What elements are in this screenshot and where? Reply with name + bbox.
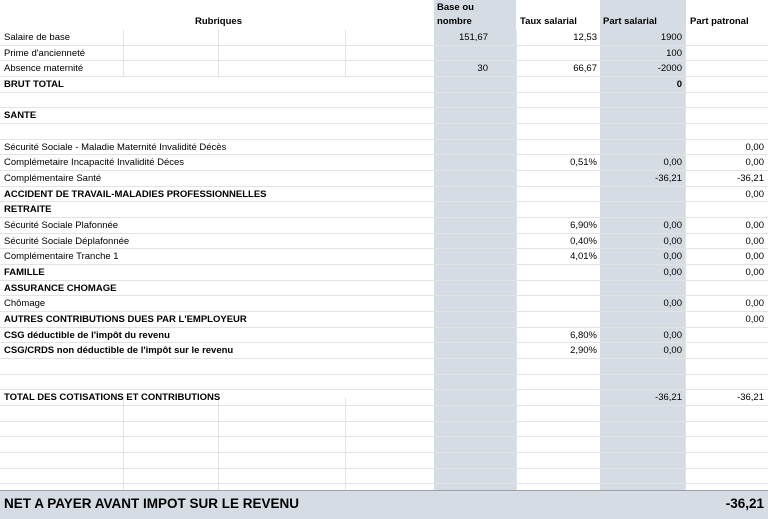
cell-base xyxy=(434,171,488,186)
cell-part-salarial xyxy=(600,469,682,484)
row-label: CSG/CRDS non déductible de l'impôt sur le revenu xyxy=(4,345,234,357)
cell-part-salarial xyxy=(600,140,682,155)
header-rubriques: Rubriques xyxy=(195,16,242,27)
cell-part-patronal: 0,00 xyxy=(745,235,764,247)
row-label: Complémentaire Santé xyxy=(4,173,102,185)
net-total-bar xyxy=(0,490,768,519)
cell-base xyxy=(434,46,488,61)
cell-base xyxy=(434,108,488,123)
cell-part-salarial xyxy=(600,108,682,123)
table-row xyxy=(0,343,768,359)
cell-part-patronal xyxy=(686,422,764,437)
table-row xyxy=(0,390,768,406)
cell-part-patronal: 0,00 xyxy=(745,251,764,263)
cell-part-salarial xyxy=(600,187,682,202)
cell-base: 151,67 xyxy=(458,32,488,43)
table-row xyxy=(0,140,768,156)
row-label: FAMILLE xyxy=(4,267,45,279)
table-row xyxy=(0,202,768,218)
table-row xyxy=(0,234,768,250)
table-row xyxy=(0,296,768,312)
table-row xyxy=(0,437,768,453)
cell-part-salarial: 0,00 xyxy=(663,251,682,263)
cell-base xyxy=(434,469,488,484)
table-row xyxy=(0,77,768,93)
cell-base xyxy=(434,77,488,92)
cell-part-patronal xyxy=(686,359,764,374)
cell-part-salarial: 0,00 xyxy=(663,298,682,310)
cell-base xyxy=(434,406,488,421)
table-row xyxy=(0,108,768,124)
cell-part-patronal: 0,00 xyxy=(745,267,764,279)
cell-taux-salarial xyxy=(516,422,597,437)
cell-base xyxy=(434,312,488,327)
cell-part-salarial: 100 xyxy=(666,47,682,59)
net-total-value: -36,21 xyxy=(725,496,764,511)
cell-part-patronal xyxy=(686,30,764,45)
cell-part-patronal xyxy=(686,437,764,452)
cell-taux-salarial xyxy=(516,390,597,405)
cell-taux-salarial: 0,51% xyxy=(570,157,597,169)
table-row xyxy=(0,453,768,469)
table-row xyxy=(0,187,768,203)
header-base-line2: nombre xyxy=(437,16,472,27)
cell-taux-salarial xyxy=(516,281,597,296)
table-row xyxy=(0,469,768,485)
table-row xyxy=(0,218,768,234)
row-label: BRUT TOTAL xyxy=(4,79,64,90)
cell-taux-salarial xyxy=(516,469,597,484)
table-row xyxy=(0,124,768,140)
cell-taux-salarial: 66,67 xyxy=(573,63,597,75)
cell-base xyxy=(434,234,488,249)
cell-base xyxy=(434,296,488,311)
cell-part-patronal xyxy=(686,453,764,468)
cell-part-patronal: 0,00 xyxy=(745,314,764,326)
table-row xyxy=(0,46,768,62)
table-row xyxy=(0,281,768,297)
cell-part-salarial xyxy=(600,202,682,217)
row-label: TOTAL DES COTISATIONS ET CONTRIBUTIONS xyxy=(4,392,221,404)
cell-taux-salarial xyxy=(516,312,597,327)
cell-base xyxy=(434,328,488,343)
cell-taux-salarial: 6,90% xyxy=(570,220,597,232)
table-row xyxy=(0,328,768,344)
row-label: ACCIDENT DE TRAVAIL-MALADIES PROFESSIONNELLES xyxy=(4,188,267,200)
cell-part-patronal xyxy=(686,375,764,390)
row-label: Sécurité Sociale Déplafonnée xyxy=(4,235,130,247)
cell-base: 30 xyxy=(477,63,488,75)
cell-part-patronal xyxy=(686,202,764,217)
row-label: Sécurité Sociale Plafonnée xyxy=(4,220,119,232)
cell-part-salarial: -36,21 xyxy=(655,173,682,185)
cell-taux-salarial xyxy=(516,296,597,311)
cell-taux-salarial xyxy=(516,171,597,186)
cell-part-salarial xyxy=(600,312,682,327)
header-taux-salarial: Taux salarial xyxy=(520,16,577,27)
header-part-salarial: Part salarial xyxy=(603,16,657,27)
cell-part-patronal: 0,00 xyxy=(745,220,764,232)
cell-taux-salarial xyxy=(516,453,597,468)
cell-part-salarial xyxy=(600,375,682,390)
cell-taux-salarial xyxy=(516,140,597,155)
row-label: AUTRES CONTRIBUTIONS DUES PAR L'EMPLOYEUR xyxy=(4,314,247,326)
table-row xyxy=(0,61,768,77)
net-total-label: NET A PAYER AVANT IMPOT SUR LE REVENU xyxy=(4,496,300,511)
cell-part-salarial xyxy=(600,422,682,437)
cell-taux-salarial xyxy=(516,108,597,123)
cell-base xyxy=(434,249,488,264)
cell-part-salarial xyxy=(600,406,682,421)
cell-base xyxy=(434,359,488,374)
cell-base xyxy=(434,218,488,233)
table-row xyxy=(0,406,768,422)
cell-part-salarial: -36,21 xyxy=(655,392,682,404)
cell-part-patronal xyxy=(686,93,764,108)
row-label: CSG déductible de l'impôt du revenu xyxy=(4,329,170,341)
cell-part-patronal xyxy=(686,406,764,421)
cell-taux-salarial: 12,53 xyxy=(573,32,597,43)
cell-part-salarial: 0,00 xyxy=(663,157,682,169)
cell-base xyxy=(434,422,488,437)
cell-base xyxy=(434,140,488,155)
row-label: ASSURANCE CHOMAGE xyxy=(4,282,117,294)
cell-part-patronal: -36,21 xyxy=(737,173,764,185)
cell-part-patronal xyxy=(686,46,764,61)
cell-taux-salarial xyxy=(516,437,597,452)
cell-part-patronal xyxy=(686,469,764,484)
table-row xyxy=(0,249,768,265)
row-label: Complémetaire Incapacité Invalidité Déces xyxy=(4,157,185,169)
table-row xyxy=(0,422,768,438)
cell-part-patronal xyxy=(686,77,764,92)
cell-taux-salarial xyxy=(516,265,597,280)
cell-taux-salarial: 4,01% xyxy=(570,251,597,263)
cell-taux-salarial xyxy=(516,359,597,374)
table-row xyxy=(0,312,768,328)
cell-base xyxy=(434,265,488,280)
cell-taux-salarial: 6,80% xyxy=(570,329,597,341)
cell-taux-salarial xyxy=(516,93,597,108)
cell-base xyxy=(434,375,488,390)
cell-part-salarial: 0,00 xyxy=(663,329,682,341)
cell-part-salarial: 0,00 xyxy=(663,220,682,232)
row-label: Prime d'ancienneté xyxy=(4,47,86,59)
cell-base xyxy=(434,437,488,452)
header-part-patronal: Part patronal xyxy=(690,16,749,27)
row-label: Absence maternité xyxy=(4,63,84,75)
cell-base xyxy=(434,93,488,108)
cell-taux-salarial xyxy=(516,46,597,61)
row-label: Complémentaire Tranche 1 xyxy=(4,251,119,263)
row-label: Salaire de base xyxy=(4,32,71,43)
cell-part-salarial: 0,00 xyxy=(663,267,682,279)
cell-part-patronal xyxy=(686,281,764,296)
row-label: RETRAITE xyxy=(4,204,52,216)
cell-part-salarial xyxy=(600,437,682,452)
cell-part-salarial xyxy=(600,453,682,468)
table-row xyxy=(0,30,768,46)
table-row xyxy=(0,93,768,109)
cell-taux-salarial: 0,40% xyxy=(570,235,597,247)
row-label: Sécurité Sociale - Maladie Maternité Invalidité Décès xyxy=(4,141,227,153)
cell-base xyxy=(434,187,488,202)
cell-base xyxy=(434,202,488,217)
cell-part-patronal: 0,00 xyxy=(745,298,764,310)
cell-part-patronal xyxy=(686,124,764,139)
cell-taux-salarial xyxy=(516,375,597,390)
cell-base xyxy=(434,453,488,468)
cell-base xyxy=(434,124,488,139)
cell-part-salarial: 0 xyxy=(676,79,682,90)
cell-taux-salarial xyxy=(516,202,597,217)
row-label: SANTE xyxy=(4,110,37,122)
cell-part-patronal: 0,00 xyxy=(745,157,764,169)
table-header xyxy=(0,0,768,30)
cell-part-salarial xyxy=(600,124,682,139)
cell-taux-salarial xyxy=(516,406,597,421)
cell-part-salarial: 1900 xyxy=(660,32,682,43)
header-base-line1: Base ou xyxy=(437,2,474,13)
table-row xyxy=(0,375,768,391)
cell-base xyxy=(434,343,488,358)
row-label: Chômage xyxy=(4,298,46,310)
cell-part-patronal xyxy=(686,108,764,123)
cell-part-patronal: 0,00 xyxy=(745,188,764,200)
cell-part-salarial: 0,00 xyxy=(663,235,682,247)
cell-part-salarial xyxy=(600,359,682,374)
table-row xyxy=(0,155,768,171)
cell-part-salarial xyxy=(600,281,682,296)
cell-part-salarial: -2000 xyxy=(657,63,682,75)
cell-part-salarial: 0,00 xyxy=(663,345,682,357)
cell-taux-salarial xyxy=(516,77,597,92)
cell-part-salarial xyxy=(600,93,682,108)
cell-part-patronal xyxy=(686,343,764,358)
cell-part-patronal: 0,00 xyxy=(745,141,764,153)
table-row xyxy=(0,359,768,375)
cell-taux-salarial xyxy=(516,124,597,139)
cell-part-patronal xyxy=(686,328,764,343)
cell-base xyxy=(434,155,488,170)
table-row xyxy=(0,265,768,281)
cell-base xyxy=(434,390,488,405)
cell-taux-salarial: 2,90% xyxy=(570,345,597,357)
cell-taux-salarial xyxy=(516,187,597,202)
cell-base xyxy=(434,281,488,296)
cell-part-patronal: -36,21 xyxy=(737,392,764,404)
cell-part-patronal xyxy=(686,61,764,76)
table-row xyxy=(0,171,768,187)
